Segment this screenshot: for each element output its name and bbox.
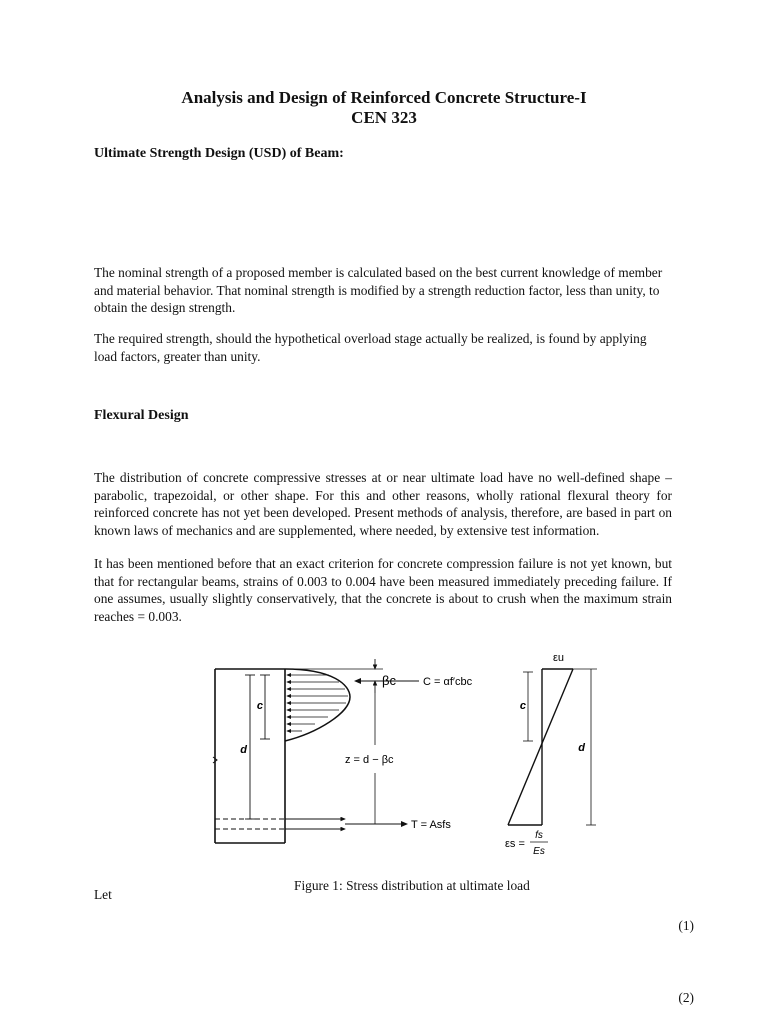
section-heading-usd: Ultimate Strength Design (USD) of Beam: <box>94 146 344 161</box>
label-d-strain: d <box>578 742 585 754</box>
compression-resultant <box>285 659 473 693</box>
label-d: d <box>240 744 247 756</box>
paragraph-stress-distribution: The distribution of concrete compressive stresses at or near ultimate load have no well-defined shape –parabolic, trapezoidal, or other shape. For this and other reasons, wholly rational flexural theory for reinforced concrete has not yet been developed. Present methods of analysis, therefore, are based in part on known laws of mechanics and are supplemented, where needed, by extensive test information. <box>94 470 672 538</box>
label-lever-arm: z = d − βc <box>345 754 394 766</box>
label-c-strain: c <box>519 700 526 712</box>
label-tension-force: T = Asfs <box>411 819 451 831</box>
section-heading-flexural: Flexural Design <box>94 408 189 423</box>
document-title: Analysis and Design of Reinforced Concrete Structure-I <box>181 88 587 107</box>
beam-section <box>213 669 285 843</box>
paragraph-required-strength: The required strength, should the hypothetical overload stage actually be realized, is found by applying load factors, greater than unity. <box>94 331 647 364</box>
equation-number-2: (2) <box>678 990 694 1005</box>
label-beta-c: βc <box>382 673 396 688</box>
equation-number-1: (1) <box>678 918 694 933</box>
let-label: Let <box>94 887 112 902</box>
paragraph-nominal-strength: The nominal strength of a proposed member is calculated based on the best current knowledge of member and material behavior. That nominal strength is modified by a strength reduction factor, less than unity, to obtain the design strength. <box>94 265 663 315</box>
strain-diagram <box>505 652 597 857</box>
compression-stress-block <box>285 669 350 741</box>
course-code: CEN 323 <box>351 108 417 127</box>
label-eps-u: εu <box>553 652 565 664</box>
label-compression-force: C = αf′cbc <box>423 676 473 688</box>
label-c: c <box>256 700 263 712</box>
label-eps-s: εs = <box>505 838 525 850</box>
figure-caption: Figure 1: Stress distribution at ultimate load <box>294 878 530 893</box>
label-Es: Es <box>533 846 545 857</box>
effective-depth-d-dimension <box>240 675 255 819</box>
stress-distribution-figure <box>205 645 625 870</box>
label-fs: fs <box>535 830 543 841</box>
paragraph-failure-criterion: It has been mentioned before that an exact criterion for concrete compression failure is not yet known, but that for rectangular beams, strains of 0.003 to 0.004 have been measured immediately preceding failure. If one assumes, usually slightly conservatively, that the concrete is about to crush when the maximum strain reaches = 0.003. <box>94 556 672 624</box>
lever-arm-z-dimension <box>345 693 394 824</box>
tension-force <box>285 819 451 831</box>
neutral-axis-c-dimension <box>257 675 270 739</box>
